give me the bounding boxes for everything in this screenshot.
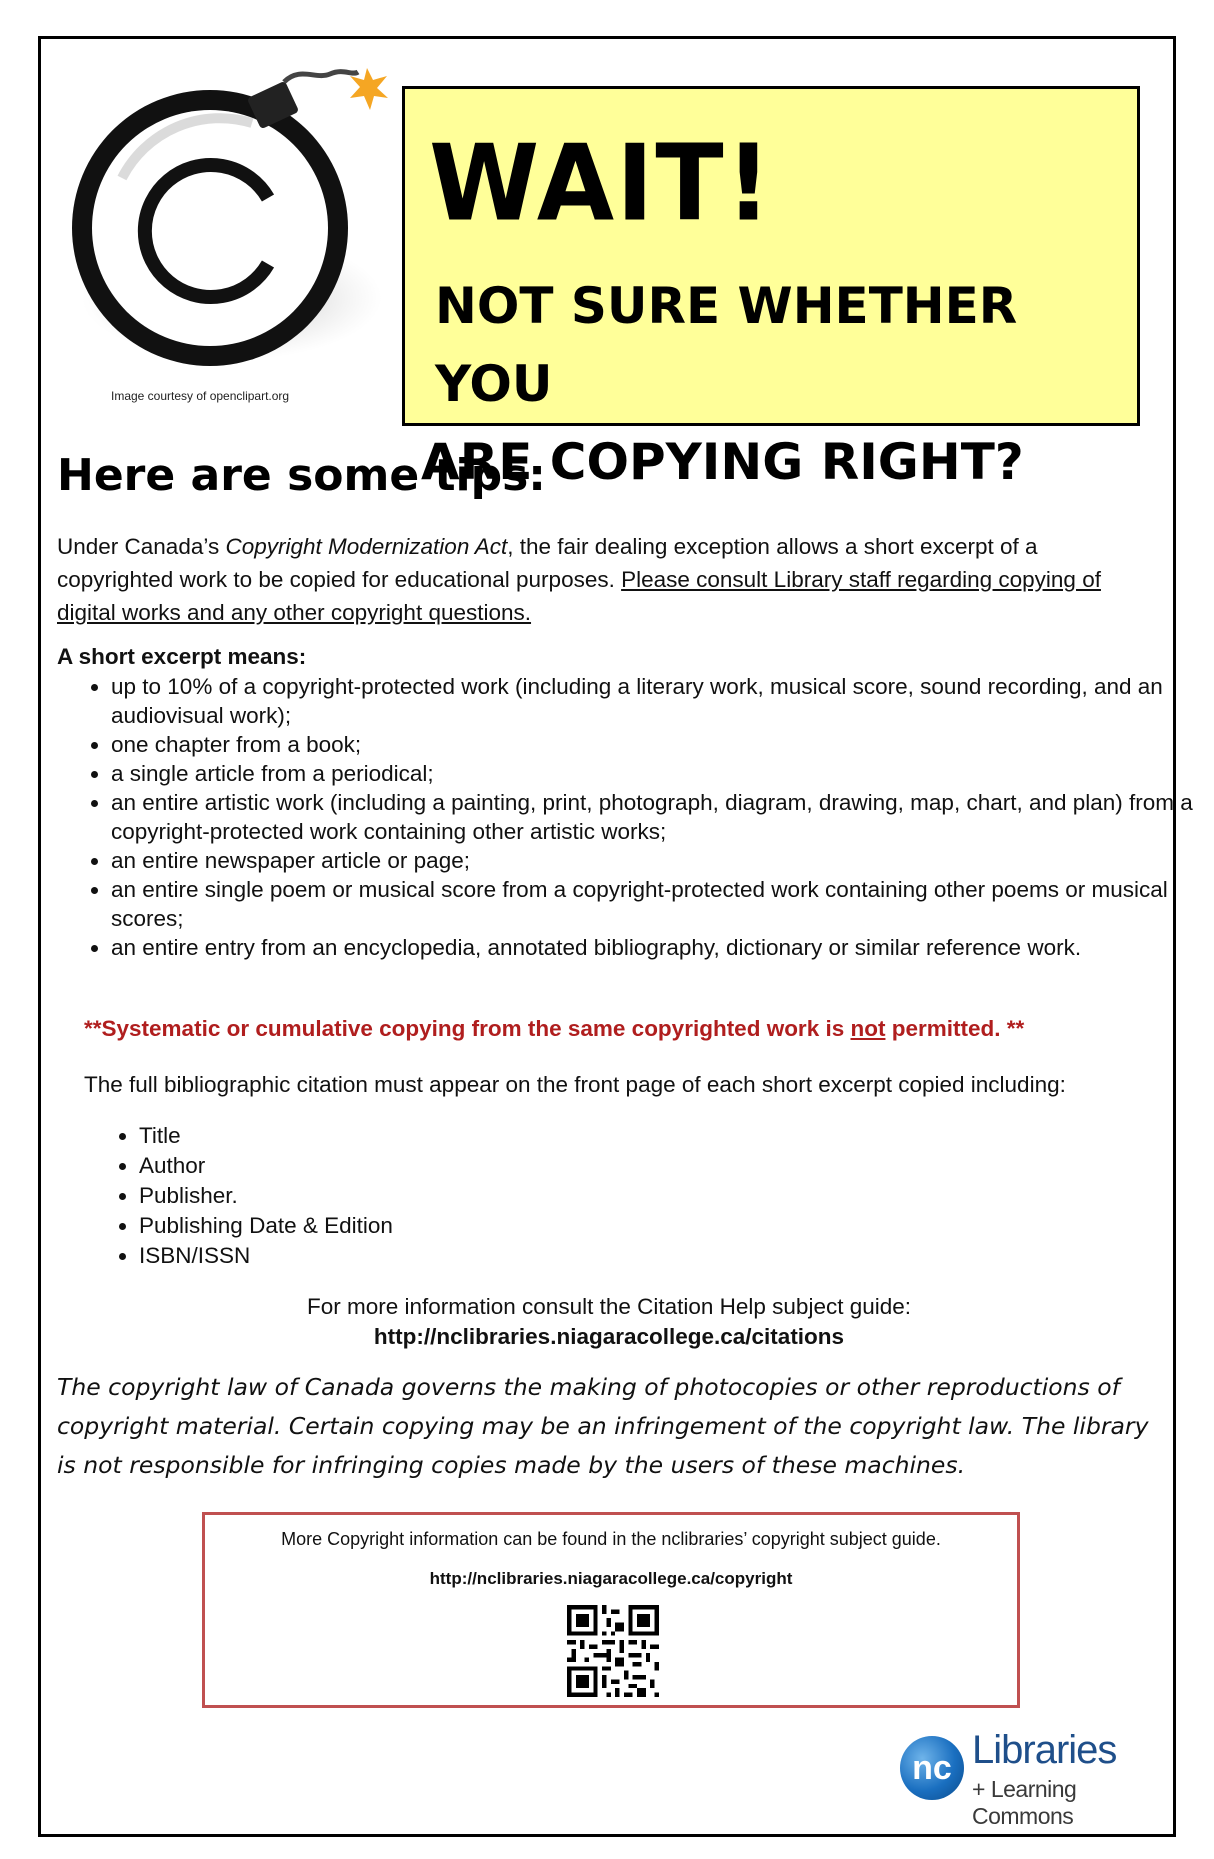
legal-notice: The copyright law of Canada governs the making of photocopies or other reproductions of copyright material. Certain copying may be an infringement of the copyright law. The library is not responsible for infringing copies made by the users of these machines. xyxy=(57,1373,1149,1479)
list-item: • an entire entry from an encyclopedia, annotated bibliography, dictionary or similar reference work. xyxy=(111,934,1211,963)
list-item: • up to 10% of a copyright-protected work (including a literary work, musical score, sound recording, and an audiovisual work); xyxy=(111,673,1211,730)
list-item: • ISBN/ISSN xyxy=(139,1241,393,1271)
banner-subtitle-line1: NOT SURE WHETHER YOU xyxy=(435,277,1018,413)
warning-after: permitted. ** xyxy=(885,1016,1025,1041)
image-credit: Image courtesy of openclipart.org xyxy=(111,389,290,403)
copyright-box-text: More Copyright information can be found in the nclibraries’ copyright subject guide. xyxy=(281,1529,941,1549)
intro-part1: Under Canada’s xyxy=(57,534,226,559)
wait-banner xyxy=(402,86,1140,491)
banner-subtitle-line2: ARE COPYING RIGHT? xyxy=(421,433,1024,491)
list-item: • a single article from a periodical; xyxy=(111,760,1211,789)
citations-link[interactable]: http://nclibraries.niagaracollege.ca/citations xyxy=(373,1324,845,1349)
warning-before: **Systematic or cumulative copying from the same copyrighted work is xyxy=(84,1016,851,1041)
list-item: • Publishing Date & Edition xyxy=(139,1211,393,1241)
excerpt-list xyxy=(57,673,1211,964)
warning-emphasis: not xyxy=(850,1016,886,1041)
more-info xyxy=(40,1292,1178,1352)
act-name: Copyright Modernization Act xyxy=(225,534,508,559)
logo-subtitle: + Learning Commons xyxy=(972,1776,1077,1829)
excerpt-heading: A short excerpt means: xyxy=(57,644,307,669)
list-item: • Title xyxy=(139,1121,393,1151)
copyright-bomb-icon xyxy=(62,68,402,368)
copyright-info-box xyxy=(202,1512,1020,1708)
intro-part2: , the fair dealing exception allows a short excerpt of a copyrighted work to be copied for educational purposes. xyxy=(57,534,1038,592)
qr-code-icon[interactable] xyxy=(567,1605,659,1697)
list-item: • an entire single poem or musical score from a copyright-protected work containing other poems or musical scores; xyxy=(111,876,1211,933)
citation-intro: The full bibliographic citation must appear on the front page of each short excerpt copied including: xyxy=(84,1072,1066,1097)
consult-staff-note: Please consult Library staff regarding copying of digital works and any other copyright questions. xyxy=(57,567,1101,625)
logo-wordmark: Libraries xyxy=(972,1728,1117,1772)
intro-paragraph xyxy=(57,530,1157,629)
copyright-link[interactable]: http://nclibraries.niagaracollege.ca/copyright xyxy=(429,1569,793,1588)
list-item: • Author xyxy=(139,1151,393,1181)
banner-title: WAIT! xyxy=(429,122,774,245)
citation-field-list xyxy=(84,1121,393,1271)
list-item: • an entire artistic work (including a painting, print, photograph, diagram, drawing, map, chart, and plan) from a copyright-protected work containing other artistic works; xyxy=(111,789,1211,846)
nc-libraries-logo xyxy=(900,1728,1162,1829)
systematic-copying-warning xyxy=(84,1016,1024,1042)
more-info-text: For more information consult the Citation Help subject guide: xyxy=(306,1294,912,1319)
tips-heading: Here are some tips: xyxy=(57,450,546,501)
list-item: • Publisher. xyxy=(139,1181,393,1211)
list-item: • an entire newspaper article or page; xyxy=(111,847,1211,876)
list-item: • one chapter from a book; xyxy=(111,731,1211,760)
nc-logo-icon: nc xyxy=(900,1736,964,1800)
